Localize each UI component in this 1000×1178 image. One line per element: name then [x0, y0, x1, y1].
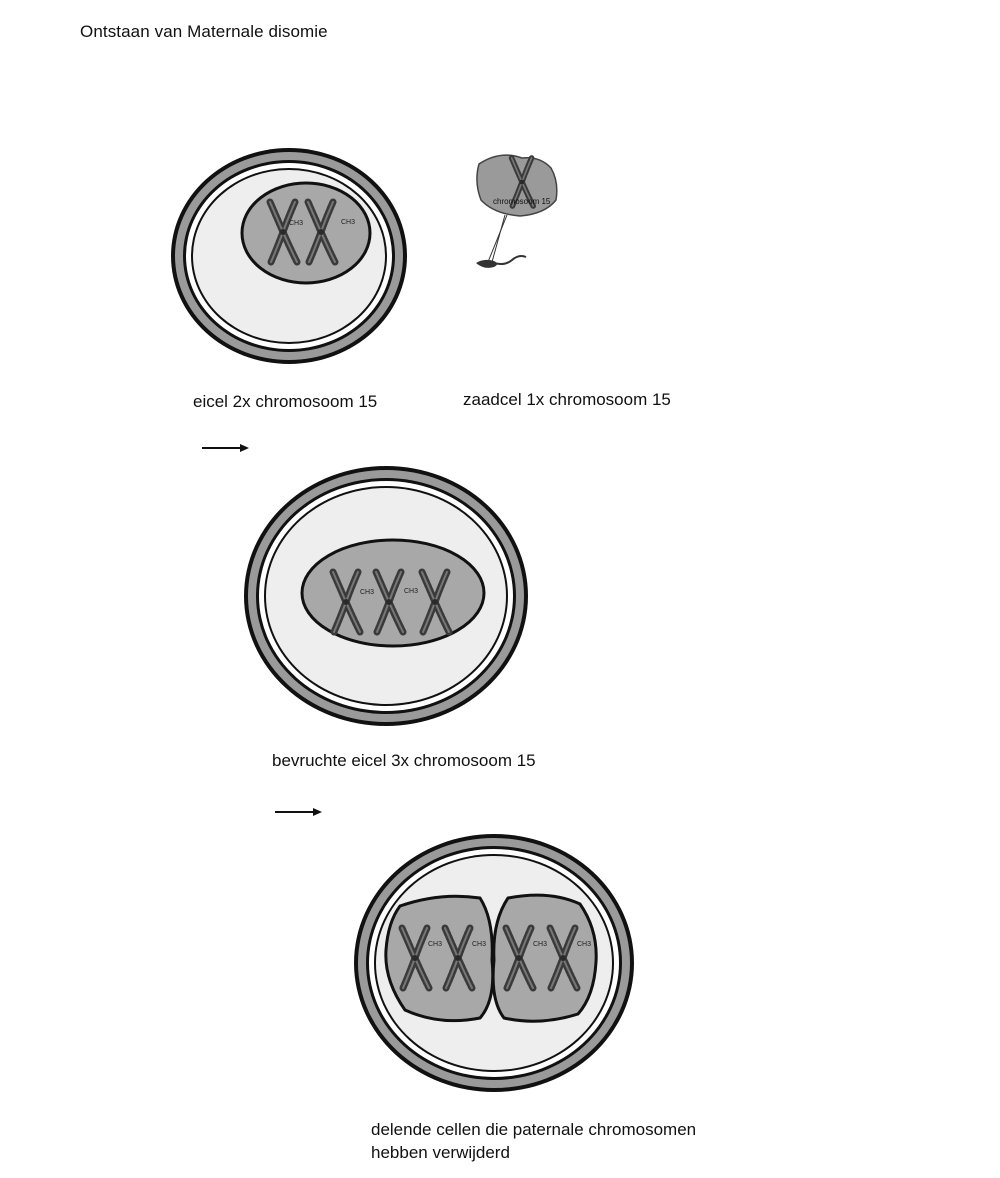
egg-nucleus	[242, 183, 370, 283]
methyl-mark: CH3	[428, 941, 443, 948]
egg-label: eicel 2x chromosoom 15	[193, 392, 378, 411]
fertilized-label: bevruchte eicel 3x chromosoom 15	[272, 751, 536, 770]
sperm-label: zaadcel 1x chromosoom 15	[463, 390, 671, 409]
daughter-cell-left	[386, 896, 493, 1020]
sperm-cell	[476, 155, 557, 268]
methyl-mark: CH3	[289, 220, 304, 227]
methyl-mark: CH3	[360, 589, 375, 596]
sperm-chromosome-label: chromosoom 15	[493, 197, 551, 206]
methyl-mark: CH3	[404, 588, 419, 595]
daughter-cell-right	[493, 895, 596, 1021]
methyl-mark: CH3	[577, 941, 592, 948]
pointer-line	[488, 215, 507, 262]
methyl-mark: CH3	[341, 219, 356, 226]
arrow-step-1	[202, 444, 249, 452]
dividing-cell	[354, 834, 634, 1092]
methyl-mark: CH3	[472, 941, 487, 948]
egg-cell	[171, 148, 407, 364]
sperm-tail	[494, 256, 526, 264]
methyl-mark: CH3	[533, 941, 548, 948]
fertilized-egg-cell	[244, 466, 528, 726]
page-title: Ontstaan van Maternale disomie	[80, 22, 328, 41]
dividing-label-line2: hebben verwijderd	[371, 1143, 510, 1162]
dividing-label-line1: delende cellen die paternale chromosomen	[371, 1120, 697, 1139]
arrow-step-2	[275, 808, 322, 816]
